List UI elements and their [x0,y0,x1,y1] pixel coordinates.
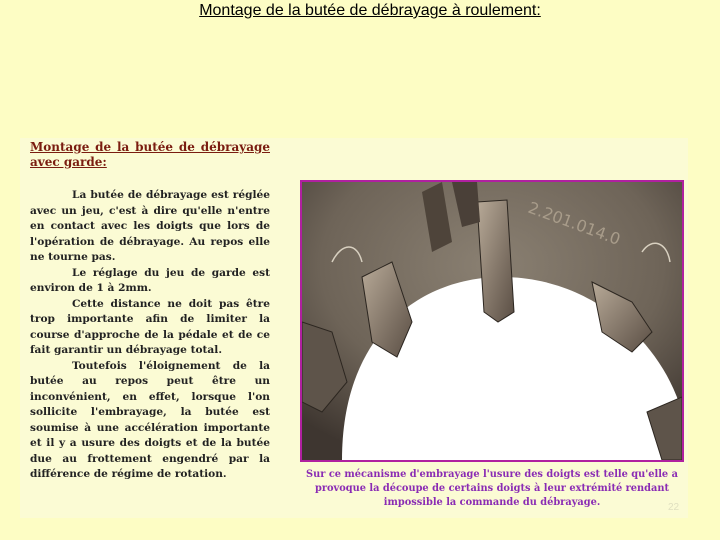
slide-title: Montage de la butée de débrayage à roulement: [199,2,541,19]
document-paragraph: Le réglage du jeu de garde est environ de 1 à 2mm. [30,266,270,294]
document-body [30,188,270,483]
document-paragraph: Toutefois l'éloignement de la butée au repos peut être un inconvénient, en effet, lorsque l'on sollicite l'embrayage, la butée est soumise à une accélération importante et il y a usure des doigts et de la butée due au frottement engendré par la différence de régime de rotation. [30,359,270,480]
slide-number: 22 [668,502,680,513]
casting-marks: 2.201.014.0 [525,197,624,249]
document-paragraph: La butée de débrayage est réglée avec un jeu, c'est à dire qu'elle n'entre en contact avec les doigts que lors de l'opération de débrayage. Au repos elle ne tourne pas. [30,189,270,263]
scanned-document-panel [20,138,688,518]
document-heading [30,140,270,170]
clutch-diaphragm-image [302,182,682,460]
document-heading-line1: Montage de la butée de débrayage [30,140,270,154]
clutch-photo [300,180,684,462]
photo-caption: Sur ce mécanisme d'embrayage l'usure des doigts est telle qu'elle a provoque la découpe de certains doigts à leur extrémité rendant impossible la commande du débrayage. [306,469,678,508]
document-heading-line2: avec garde: [30,155,107,169]
document-paragraph: Cette distance ne doit pas être trop importante afin de limiter la course d'approche de la pédale et de ce fait garantir un débrayage total. [30,297,270,356]
